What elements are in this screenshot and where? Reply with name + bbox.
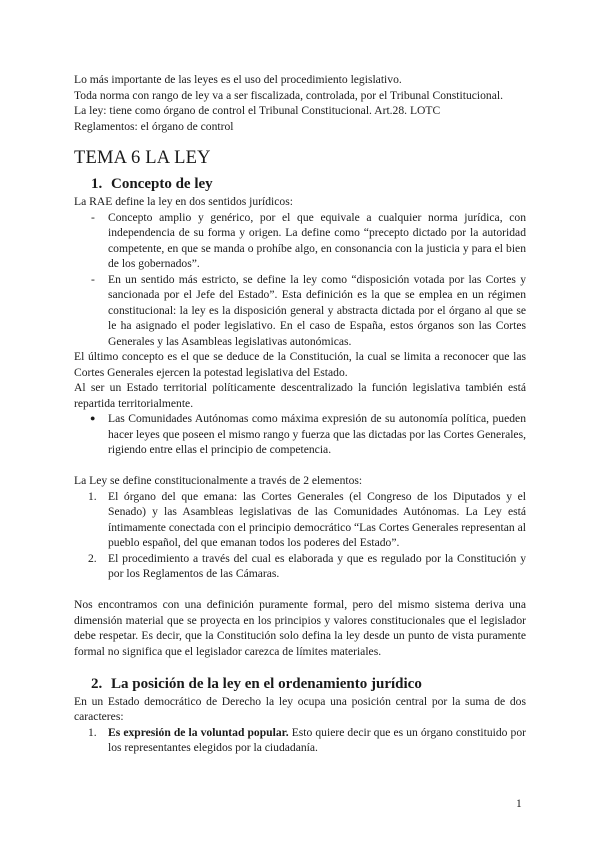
intro-line: Reglamentos: el órgano de control xyxy=(74,119,234,133)
intro-line: La ley: tiene como órgano de control el Tribunal Constitucional. Art.28. LOTC xyxy=(74,104,441,117)
paragraph: Al ser un Estado territorial políticamente descentralizado la función legislativa también está repartida territorialmente. xyxy=(74,381,526,410)
page-number: 1 xyxy=(516,798,522,810)
bullet-list xyxy=(74,411,526,458)
dash-marker: - xyxy=(91,210,95,224)
dash-marker: - xyxy=(91,272,95,286)
section-title: La posición de la ley en el ordenamiento jurídico xyxy=(111,675,422,692)
intro-line: Lo más importante de las leyes es el uso del procedimiento legislativo. xyxy=(74,73,402,86)
tema-title: TEMA 6 LA LEY xyxy=(74,148,211,168)
section-heading-posicion xyxy=(74,675,526,694)
paragraph: La Ley se define constitucionalmente a través de 2 elementos: xyxy=(74,474,363,487)
list-item xyxy=(74,272,526,350)
paragraph: El último concepto es el que se deduce de la Constitución, la cual se limita a reconocer que las Cortes Generales ejercen la potestad legislativa del Estado. xyxy=(74,350,526,379)
list-item-bold-lead: Es expresión de la voluntad popular. xyxy=(108,725,289,739)
list-item xyxy=(74,411,526,458)
paragraph: Nos encontramos con una definición puramente formal, pero del mismo sistema deriva una dimensión material que se proyecta en los principios y valores constitucionales que el legislador debe respetar. Es decir, que la Constitución solo defina la ley desde un punto de vista puramente formal no significa que el legislador carezca de límites materiales. xyxy=(74,598,526,658)
spacer xyxy=(74,659,526,675)
list-item xyxy=(74,489,526,551)
list-item-text: El procedimiento a través del cual es elaborada y que es regulado por la Constitución y por los Reglamentos de las Cámaras. xyxy=(108,551,526,580)
spacer xyxy=(74,458,526,474)
page-content xyxy=(74,72,526,756)
section-intro: La RAE define la ley en dos sentidos jurídicos: xyxy=(74,195,293,208)
numbered-list xyxy=(74,725,526,756)
list-item-text: Concepto amplio y genérico, por el que equivale a cualquier norma jurídica, con independencia de su forma y origen. La define como “precepto dictado por la autoridad competente, en que se manda o prohíbe algo, en consonancia con la justicia y para el bien de los gobernados”. xyxy=(108,210,526,270)
bullet-marker: ● xyxy=(90,413,96,423)
intro-notes xyxy=(74,72,526,134)
section-heading-concepto xyxy=(74,175,526,194)
section-intro: En un Estado democrático de Derecho la ley ocupa una posición central por la suma de dos caracteres: xyxy=(74,694,526,723)
list-item-text: En un sentido más estricto, se define la ley como “disposición votada por las Cortes y sancionada por el Jefe del Estado”. Esta definición es la que se emplea en un régimen constitucional: la ley es la disposición general y abstracta dictada por el órgano al que se le ha asignado el poder legislativo. En el caso de España, estos órganos son las Cortes Generales y las Asambleas legislativas autonómicas. xyxy=(108,272,526,348)
list-item-text: Esto quiere decir que es un órgano constituido por los representantes elegidos por la ciudadanía. xyxy=(108,725,526,754)
list-item xyxy=(74,210,526,272)
intro-line: Toda norma con rango de ley va a ser fiscalizada, controlada, por el Tribunal Constitucional. xyxy=(74,88,503,102)
dash-list xyxy=(74,210,526,350)
section-number: 1. xyxy=(91,176,103,192)
list-number: 1. xyxy=(88,725,97,739)
list-item xyxy=(74,551,526,582)
list-item-text: El órgano del que emana: las Cortes Generales (el Congreso de los Diputados y el Senado) y las Asambleas legislativas de las Comunidades Autónomas. La Ley está íntimamente conectada con el principio democrático “Las Cortes Generales representan al pueblo español, del que emanan todos los poderes del Estado”. xyxy=(108,489,526,549)
list-number: 1. xyxy=(88,489,97,503)
section-number: 2. xyxy=(91,675,103,692)
spacer xyxy=(74,582,526,598)
section-title: Concepto de ley xyxy=(111,176,213,192)
list-number: 2. xyxy=(88,551,97,565)
list-item-text: Las Comunidades Autónomas como máxima expresión de su autonomía política, pueden hacer leyes que poseen el mismo rango y fuerza que las dictadas por las Cortes Generales, rigiendo entre ellas el principio de competencia. xyxy=(108,412,526,456)
list-item xyxy=(74,725,526,756)
numbered-list xyxy=(74,489,526,582)
